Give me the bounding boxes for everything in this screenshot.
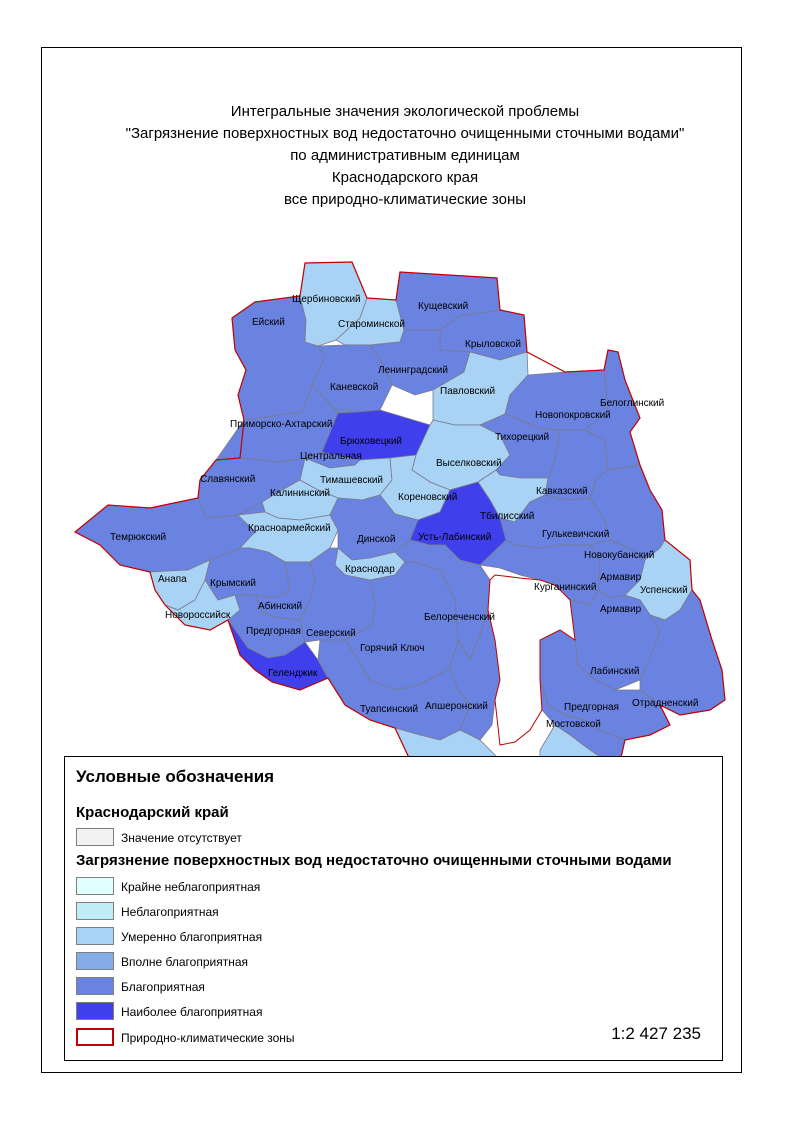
legend-label-class-3: Умеренно благоприятная [121,930,263,944]
label-усть-лабинский: Усть-Лабинский [418,532,492,543]
legend-label-class-4: Вполне благоприятная [121,955,249,969]
label-апшеронский: Апшеронский [425,701,488,712]
label-павловский: Павловский [440,386,496,397]
label-темрюкский: Темрюкский [110,532,167,543]
label-анапа: Анапа [158,574,187,585]
label-динской: Динской [357,534,396,545]
legend-problem-heading: Загрязнение поверхностных вод недостаточно очищенными сточными водами [76,852,672,869]
label-кавказский: Кавказский [536,486,588,497]
label-брюховецкий: Брюховецкий [340,436,402,447]
label-красноармейский: Красноармейский [248,523,331,534]
legend-swatch-class-5 [76,977,114,995]
label-славянский: Славянский [200,474,256,485]
legend-label-class-2: Неблагоприятная [121,905,219,919]
label-туапсинский: Туапсинский [360,704,419,715]
label-гулькевичский: Гулькевичский [542,529,610,540]
legend-swatch-no-value [76,828,114,846]
legend-swatch-zones [76,1028,114,1046]
legend-label-no-value: Значение отсутствует [121,831,242,845]
label-староминской: Староминской [338,319,405,330]
legend-swatch-class-6 [76,1002,114,1020]
label-центральная: Центральная [300,451,362,462]
label-кореновский: Кореновский [398,492,458,503]
label-крыловской: Крыловской [465,339,521,350]
title-line-2: "Загрязнение поверхностных вод недостаточно очищенными сточными водами" [125,125,685,142]
label-краснодар: Краснодар [345,564,395,575]
legend-title: Условные обозначения [76,767,275,786]
legend-swatch-class-2 [76,902,114,920]
label-мостовской: Мостовской [546,719,601,730]
label-щербиновский: Щербиновский [292,294,361,305]
legend-label-zones: Природно-климатические зоны [121,1031,295,1045]
label-успенский: Успенский [640,585,688,596]
label-кущевский: Кущевский [418,301,469,312]
legend-swatch-class-4 [76,952,114,970]
label-новороссийск: Новороссийск [165,610,231,621]
legend-swatch-class-3 [76,927,114,945]
label-отрадненский: Отрадненский [632,698,699,709]
label-выселковский: Выселковский [436,458,502,469]
legend-label-class-5: Благоприятная [121,980,205,994]
label-геленджик: Геленджик [268,668,318,679]
label-ейский: Ейский [252,317,285,328]
label-новокубанский: Новокубанский [584,550,655,561]
label-крымский: Крымский [210,578,256,589]
label-горячий-ключ: Горячий Ключ [360,643,425,654]
title-line-5: все природно-климатические зоны [283,191,527,208]
label-предгорная: Предгорная [246,626,301,637]
legend-region-heading: Краснодарский край [76,804,229,821]
title-line-1: Интегральные значения экологической проблемы [230,103,580,120]
label-тихорецкий: Тихорецкий [495,432,550,443]
label-армавир: Армавир [600,572,642,583]
title-line-4: Краснодарского края [331,169,479,186]
label-абинский: Абинский [258,601,303,612]
legend [64,756,723,1061]
label-курганинский: Курганинский [534,582,597,593]
label-тимашевский: Тимашевский [320,475,384,486]
label-армавир-2: Армавир [600,604,642,615]
title-line-3: по административным единицам [290,147,520,164]
label-тбилисский: Тбилисский [480,511,535,522]
map-scale: 1:2 427 235 [611,1024,701,1043]
legend-swatch-class-1 [76,877,114,895]
label-лабинский: Лабинский [590,666,640,677]
legend-label-class-1: Крайне неблагоприятная [121,880,261,894]
legend-label-class-6: Наиболее благоприятная [121,1005,263,1019]
label-северский: Северский [306,628,356,639]
label-ленинградский: Ленинградский [378,365,448,376]
label-каневской: Каневской [330,382,379,393]
label-предгорная-2: Предгорная [564,702,619,713]
label-белореченский: Белореченский [424,612,495,623]
label-калининский: Калининский [270,488,330,499]
label-приморско-ахтарский: Приморско-Ахтарский [230,419,333,430]
label-новопокровский: Новопокровский [535,410,611,421]
label-белоглинский: Белоглинский [600,398,665,409]
